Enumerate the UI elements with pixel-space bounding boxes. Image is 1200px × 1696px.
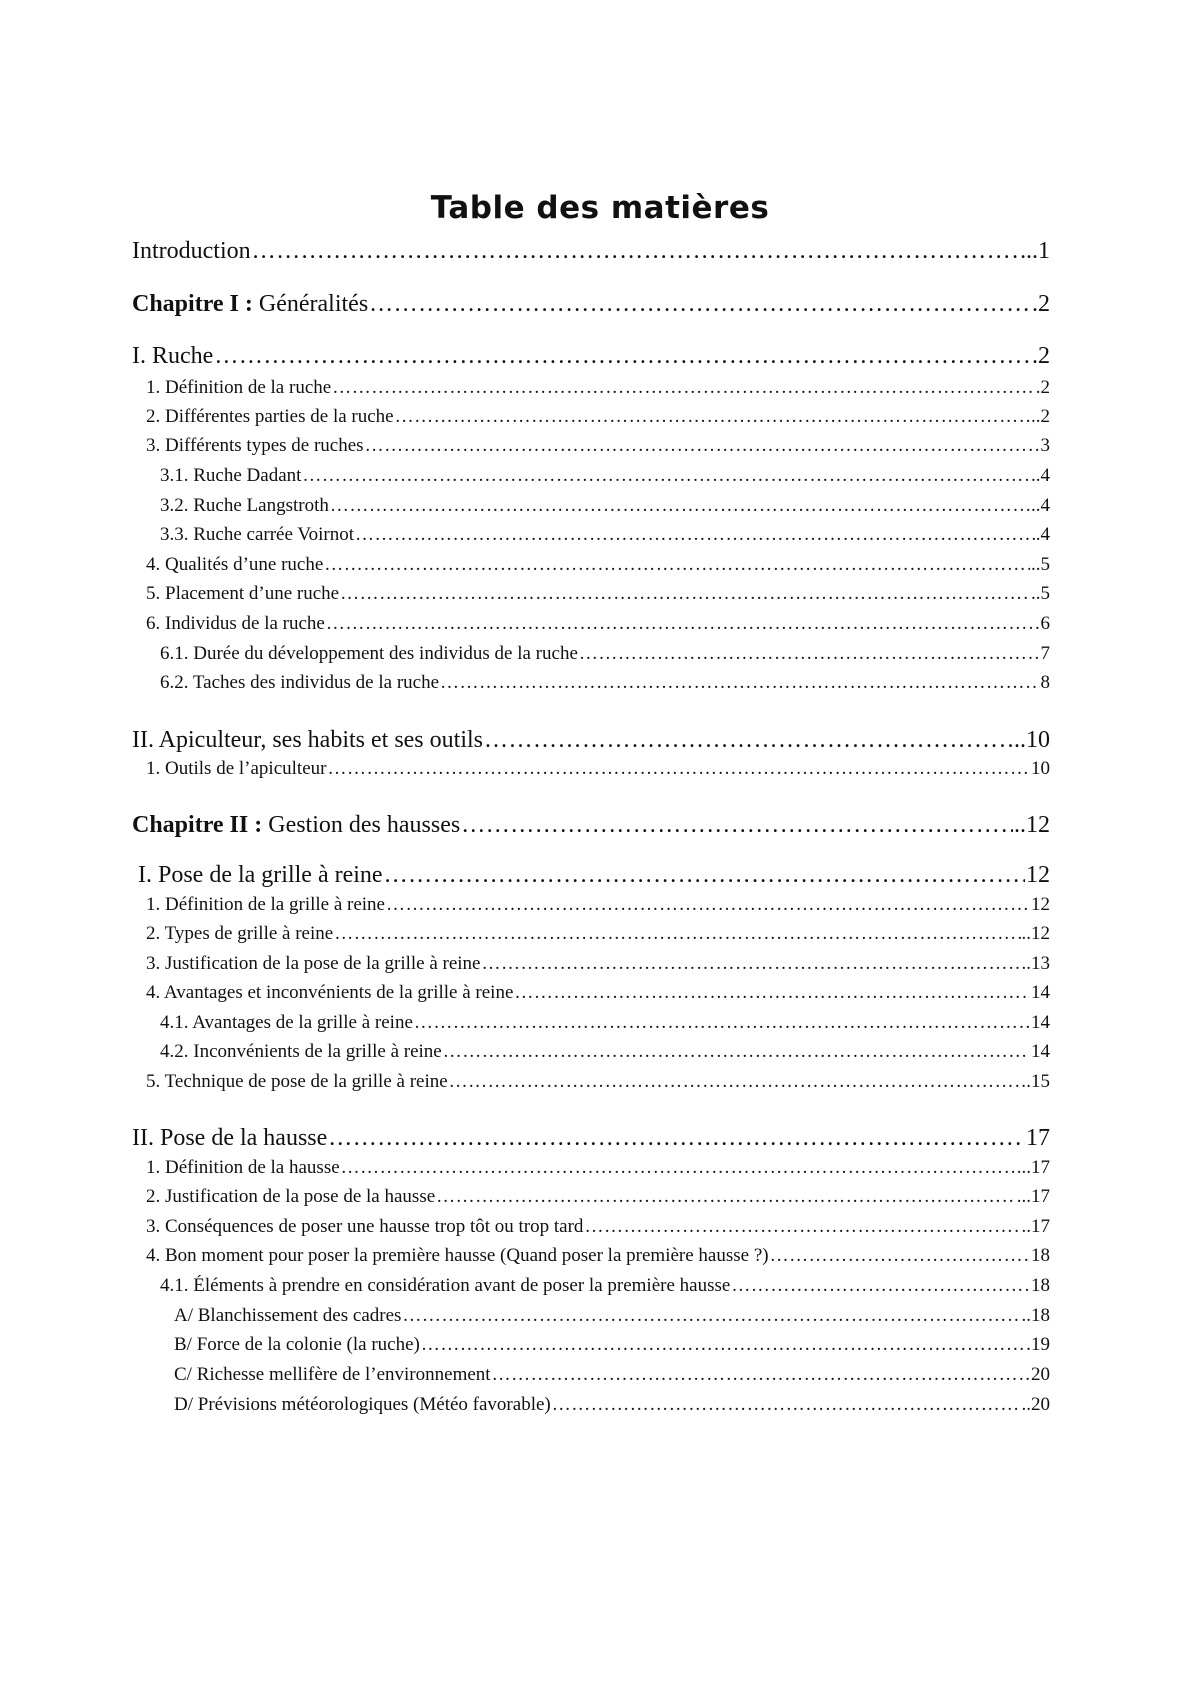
toc-entry [146, 894, 1050, 916]
toc-entry-label: 4. Avantages et inconvénients de la grille à reine [146, 982, 514, 1003]
dot-leader [386, 894, 1030, 916]
toc-entry-label: B/ Force de la colonie (la ruche) [174, 1334, 420, 1355]
dot-leader [552, 1394, 1021, 1416]
toc-entry [146, 1245, 1050, 1267]
toc-entry-page: 12 [1026, 862, 1050, 888]
toc-title: Table des matières [430, 190, 770, 226]
toc-entry-page: 18 [1031, 1275, 1050, 1296]
dot-leader [579, 643, 1040, 665]
toc-entry-label: A/ Blanchissement des cadres [174, 1305, 402, 1326]
toc-entry-page: 12 [1031, 894, 1050, 915]
toc-entry-label [132, 812, 460, 839]
dot-leader [384, 862, 1025, 889]
toc-entry-label: 5. Placement d’une ruche [146, 583, 340, 604]
toc-entry-page: .2 [1032, 291, 1050, 317]
toc-entry-label: 2. Types de grille à reine [146, 923, 334, 944]
toc-entry-page: 10 [1031, 758, 1050, 779]
toc-entry-page: ..17 [1021, 1216, 1050, 1237]
toc-entry-label: 6. Individus de la ruche [146, 613, 325, 634]
toc-entry-page: 14 [1031, 982, 1050, 1003]
toc-entry-label: 4.2. Inconvénients de la grille à reine [160, 1041, 442, 1062]
dot-leader [482, 953, 1021, 975]
toc-entry-page: ...17 [1016, 1186, 1050, 1207]
chapter-title: Généralités [252, 291, 369, 317]
toc-entry-page: 17 [1026, 1125, 1050, 1151]
dot-leader [731, 1275, 1030, 1297]
toc-entry [146, 1216, 1050, 1238]
dot-leader [584, 1216, 1020, 1238]
toc-entry-page: ..10 [1014, 727, 1050, 753]
toc-entry-label: 1. Outils de l’apiculteur [146, 758, 327, 779]
toc-entry [160, 1041, 1050, 1063]
toc-entry [160, 643, 1050, 665]
dot-leader [449, 1071, 1026, 1093]
dot-leader [326, 613, 1040, 635]
dot-leader [332, 377, 1035, 399]
toc-entry-page: ..12 [1014, 812, 1050, 838]
toc-entry-page: ..5 [1031, 583, 1050, 604]
toc-entry [174, 1305, 1050, 1327]
dot-leader [328, 1125, 1025, 1152]
toc-entry-page: .15 [1026, 1071, 1050, 1092]
toc-entry-page: ...17 [1016, 1157, 1050, 1178]
toc-entry [132, 238, 1050, 265]
toc-entry-page: ..12 [1021, 923, 1050, 944]
toc-entry-page: ..5 [1031, 554, 1050, 575]
dot-leader [365, 435, 1040, 457]
toc-entry [174, 1364, 1050, 1386]
toc-entry-label: 3. Différents types de ruches [146, 435, 364, 456]
toc-entry [146, 377, 1050, 399]
toc-entry [160, 672, 1050, 694]
toc-entry-label: 4.1. Avantages de la grille à reine [160, 1012, 413, 1033]
toc-entry [160, 1012, 1050, 1034]
toc-entry-page: ..2 [1031, 406, 1050, 427]
dot-leader [355, 524, 1035, 546]
toc-entry [132, 291, 1050, 318]
toc-entry [146, 554, 1050, 576]
chapter-title: Gestion des hausses [262, 812, 461, 838]
toc-entry-label: 2. Différentes parties de la ruche [146, 406, 394, 427]
dot-leader [461, 812, 1013, 839]
toc-entry [146, 1157, 1050, 1179]
toc-entry-label: I. Ruche [132, 343, 214, 369]
toc-entry-label: 2. Justification de la pose de la hausse [146, 1186, 436, 1207]
toc-entry-page: .2 [1035, 377, 1050, 398]
dot-leader [492, 1364, 1030, 1386]
toc-entry-page: 6 [1040, 613, 1050, 634]
toc-entry-page: ..18 [1021, 1305, 1050, 1326]
toc-entry-label: 1. Définition de la ruche [146, 377, 332, 398]
dot-leader [330, 495, 1030, 517]
toc-entry-label: 3.1. Ruche Dadant [160, 465, 302, 486]
toc-entry-label: D/ Prévisions météorologiques (Météo favorable) [174, 1394, 551, 1415]
toc-entry [132, 812, 1050, 839]
toc-entry-page: ..20 [1021, 1394, 1050, 1415]
chapter-label: Chapitre I : [132, 291, 253, 317]
toc-entry-label: 1. Définition de la hausse [146, 1157, 340, 1178]
toc-entry [146, 982, 1050, 1004]
toc-entry-label: 5. Technique de pose de la grille à reine [146, 1071, 448, 1092]
dot-leader [421, 1334, 1030, 1356]
toc-entry [146, 758, 1050, 780]
toc-entry-label: 3. Conséquences de poser une hausse trop tôt ou trop tard [146, 1216, 584, 1237]
toc-entry-page: ..4 [1031, 465, 1050, 486]
dot-leader [334, 923, 1020, 945]
toc-entry-label [132, 291, 368, 318]
dot-leader [436, 1186, 1016, 1208]
toc-entry-label: II. Apiculteur, ses habits et ses outils [132, 727, 483, 753]
toc-entry-page: .4 [1035, 524, 1050, 545]
toc-entry [146, 953, 1050, 975]
toc-entry [146, 583, 1050, 605]
toc-entry-label: 4. Bon moment pour poser la première hausse (Quand poser la première hausse ?) [146, 1245, 769, 1266]
toc-entry-page: ..13 [1021, 953, 1050, 974]
dot-leader [324, 554, 1030, 576]
dot-leader [341, 1157, 1016, 1179]
toc-entry-page: 19 [1031, 1334, 1050, 1355]
dot-leader [770, 1245, 1030, 1267]
toc-entry-label: 4. Qualités d’une ruche [146, 554, 324, 575]
toc-entry [132, 343, 1050, 370]
toc-entry-page: .2 [1032, 343, 1050, 369]
toc-entry [138, 862, 1050, 889]
toc-entry-page: ..1 [1026, 238, 1050, 264]
dot-leader [402, 1305, 1020, 1327]
toc-entry-page: 14 [1031, 1012, 1050, 1033]
dot-leader [443, 1041, 1030, 1063]
toc-entry [174, 1394, 1050, 1416]
toc-entry-label: 6.2. Taches des individus de la ruche [160, 672, 440, 693]
toc-entry-page: 20 [1031, 1364, 1050, 1385]
toc-entry-label: 3. Justification de la pose de la grille à reine [146, 953, 481, 974]
toc-entry-page: 8 [1040, 672, 1050, 693]
toc-entry-page: 3 [1040, 435, 1050, 456]
toc-entry [160, 495, 1050, 517]
dot-leader [214, 343, 1031, 370]
toc-entry-label: 1. Définition de la grille à reine [146, 894, 385, 915]
toc-entry [146, 406, 1050, 428]
dot-leader [327, 758, 1030, 780]
toc-entry-label: I. Pose de la grille à reine [138, 862, 383, 888]
toc-entry-label: 3.3. Ruche carrée Voirnot [160, 524, 354, 545]
toc-entry [160, 1275, 1050, 1297]
toc-entry [146, 923, 1050, 945]
toc-entry-label: 3.2. Ruche Langstroth [160, 495, 329, 516]
toc-entry-page: 14 [1031, 1041, 1050, 1062]
toc-entry [160, 524, 1050, 546]
dot-leader [395, 406, 1030, 428]
dot-leader [340, 583, 1030, 605]
chapter-label: Chapitre II : [132, 812, 263, 838]
toc-entry [174, 1334, 1050, 1356]
dot-leader [514, 982, 1030, 1004]
toc-entry-page: ..4 [1031, 495, 1050, 516]
toc-entry-page: 7 [1040, 643, 1050, 664]
toc-entry [132, 727, 1050, 754]
dot-leader [484, 727, 1013, 754]
toc-entry [146, 1186, 1050, 1208]
toc-entry-label: 4.1. Éléments à prendre en considération avant de poser la première hausse [160, 1275, 731, 1296]
toc-entry-label: C/ Richesse mellifère de l’environnement [174, 1364, 491, 1385]
toc-entry [160, 465, 1050, 487]
toc-entry-label: Introduction [132, 238, 251, 264]
toc-entry-label: II. Pose de la hausse [132, 1125, 328, 1151]
toc-entry [146, 613, 1050, 635]
toc-entry [146, 1071, 1050, 1093]
dot-leader [440, 672, 1039, 694]
dot-leader [252, 238, 1025, 265]
dot-leader [369, 291, 1031, 318]
dot-leader [302, 465, 1030, 487]
toc-entry-label: 6.1. Durée du développement des individus de la ruche [160, 643, 578, 664]
dot-leader [414, 1012, 1030, 1034]
toc-entry [146, 435, 1050, 457]
toc-entry [132, 1125, 1050, 1152]
toc-entry-page: 18 [1031, 1245, 1050, 1266]
